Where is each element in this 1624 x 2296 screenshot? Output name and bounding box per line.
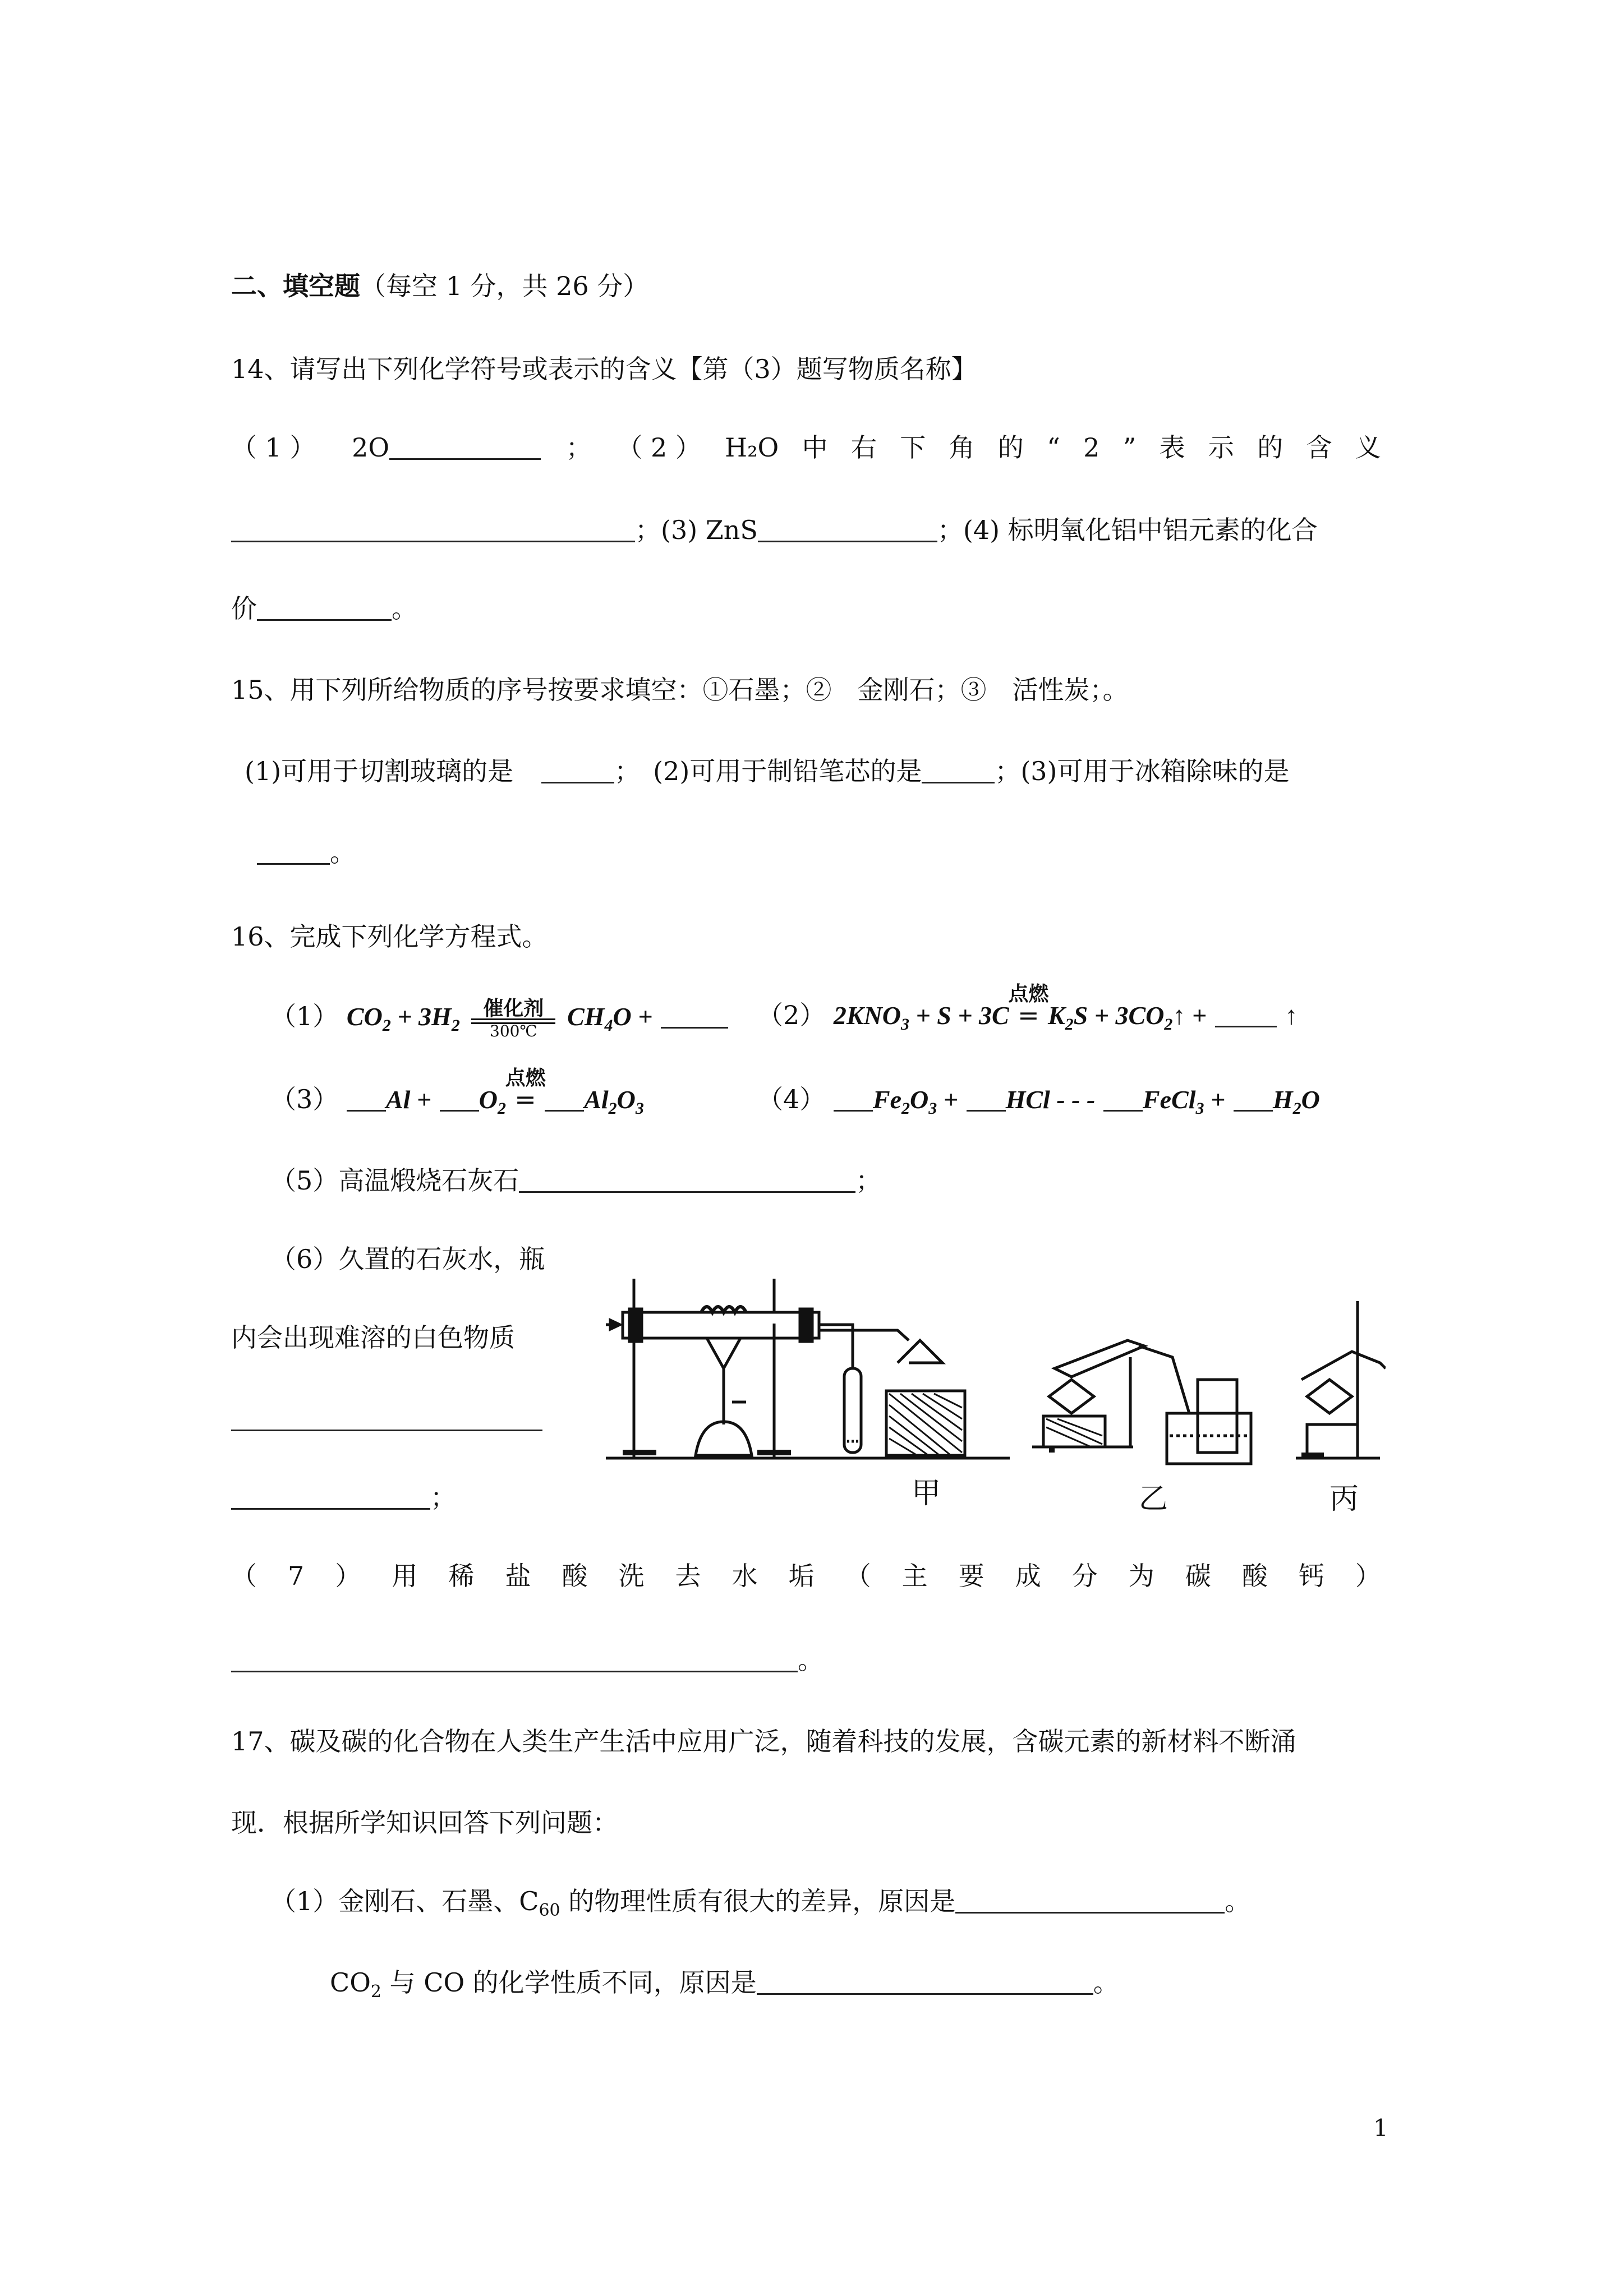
q16-eq3-blank-2[interactable] — [440, 1085, 479, 1112]
q16-p7-token: 水 — [732, 1561, 758, 1591]
q16-p7-token: 稀 — [448, 1561, 475, 1591]
q16-eq4-blank-3[interactable] — [1103, 1085, 1143, 1112]
q16-eq2-blank[interactable] — [1215, 1001, 1277, 1027]
q16-p6-blank-1[interactable] — [231, 1405, 542, 1431]
q14-p2-token: 角 — [949, 432, 975, 463]
q16-eq4-blank-4[interactable] — [1234, 1085, 1273, 1112]
q15-stem: 15、用下列所给物质的序号按要求填空：①石墨；② 金刚石；③ 活性炭；。 — [231, 675, 1129, 705]
q15-line2: 。 — [257, 836, 356, 869]
q16-p5-blank[interactable] — [519, 1167, 855, 1193]
q14-p2-token: 右 — [850, 432, 877, 463]
q14-p2-token: 的 — [1257, 432, 1283, 463]
q16-p6-line4: ； — [231, 1481, 456, 1514]
q16-p7-token: 为 — [1128, 1561, 1154, 1591]
q14-stem: 14、请写出下列化学符号或表示的含义【第（3）题写物质名称】 — [231, 354, 977, 384]
q16-p7-token: （ — [845, 1561, 871, 1591]
q16-p7-token: 用 — [392, 1561, 418, 1591]
q16-p6-line2: 内会出现难溶的白色物质 — [231, 1322, 515, 1353]
q16-p7-token: 主 — [901, 1561, 928, 1591]
q16-eq3-blank-1[interactable] — [347, 1085, 386, 1112]
q14-p2-token: 下 — [900, 432, 926, 463]
q16-p5: （5）高温煅烧石灰石 ； — [270, 1165, 882, 1196]
q16-eq2: （2） $2KNO_3 + S + 3C$ 点燃 = $K_2S$ + $3CO_2↑$ + ↑ — [757, 982, 1298, 1034]
q14-p2-token: H₂O — [725, 432, 779, 463]
q16-p7-token: （ — [231, 1561, 257, 1591]
page-number: 1 — [1373, 2114, 1388, 2142]
q14-blank-4[interactable] — [257, 594, 392, 621]
label-jia: 甲 — [912, 1477, 941, 1510]
q17-stem-line1: 17、碳及碳的化合物在人类生产生活中应用广泛，随着科技的发展，含碳元素的新材料不断涌 — [231, 1726, 1296, 1756]
q16-p7-token: 盐 — [505, 1561, 531, 1591]
q16-p7-token: 碳 — [1185, 1561, 1211, 1591]
q16-p7-line2: 。 — [231, 1643, 823, 1677]
label-bing: 丙 — [1329, 1482, 1359, 1516]
q16-eq4-blank-2[interactable] — [967, 1085, 1006, 1112]
q14-line2: ；(3) ZnS ；(4) 标明氧化铝中铝元素的化合 — [231, 513, 1318, 547]
q16-p6-line1: （6）久置的石灰水，瓶 — [270, 1244, 545, 1274]
q14-p2-token: 表 — [1159, 432, 1185, 463]
q16-p7-token: 成 — [1015, 1561, 1041, 1591]
section-title: 二、填空题（每空 1 分，共 26 分） — [231, 271, 649, 301]
q16-p7-token: ） — [1355, 1561, 1381, 1591]
q17-stem-line2: 现．根据所学知识回答下列问题： — [231, 1808, 618, 1838]
q14-p2-token: 含 — [1306, 432, 1332, 463]
q14-p2-token: 中 — [802, 432, 828, 463]
q16-eq3: （3） $Al + O_2$ 点燃 = $Al_2O_3$ — [270, 1066, 644, 1118]
q16-p7-token: 垢 — [788, 1561, 815, 1591]
q14-p2-token: ” — [1122, 432, 1137, 463]
apparatus-yi — [1032, 1340, 1251, 1464]
q14-p2-token: 的 — [997, 432, 1024, 463]
q17-p1: （1）金刚石、石墨、$C_{60}$ 的物理性质有很大的差异，原因是 。 — [270, 1886, 1251, 1920]
q14-p2-token: 义 — [1355, 432, 1381, 463]
apparatus-bing — [1296, 1301, 1386, 1458]
q16-p7-token: 要 — [958, 1561, 984, 1591]
q16-p6-line3 — [231, 1402, 542, 1436]
q16-p7-token: 酸 — [562, 1561, 588, 1591]
q16-p7-text — [231, 1559, 1381, 1593]
q16-p7-blank[interactable] — [231, 1646, 798, 1672]
q16-p7-token: ） — [335, 1561, 361, 1591]
q15-blank-1[interactable] — [541, 757, 614, 783]
q15-blank-3[interactable] — [257, 838, 330, 865]
q17-blank-2[interactable] — [757, 1968, 1093, 1995]
apparatus-diagram — [606, 1256, 1386, 1525]
q16-p7-line1 — [231, 1559, 1381, 1593]
q16-eq3-blank-3[interactable] — [545, 1085, 584, 1112]
q16-eq4: （4） $Fe_2O_3$ + HCl - - - FeCl$_3$ + $H_2O$ — [757, 1084, 1320, 1118]
q14-p2-token: “ — [1047, 432, 1060, 463]
q14-line3: 价 。 — [231, 593, 417, 624]
q16-p7-token: 洗 — [618, 1561, 645, 1591]
q14-line1: （ 1 ） 2O ； （ 2 ） H₂O 中 右 下 角 的 “ 2 ” 表 示 的 含 义 — [231, 431, 1381, 464]
q14-blank-3[interactable] — [758, 516, 937, 542]
q16-p7-token: 分 — [1071, 1561, 1098, 1591]
q16-p6-blank-2[interactable] — [231, 1483, 430, 1510]
q15-line1: (1)可用于切割玻璃的是 ； (2)可用于制铅笔芯的是 ；(3)可用于冰箱除味的是 — [245, 756, 1290, 786]
q14-p2-token: 示 — [1208, 432, 1234, 463]
q16-p7-token: 酸 — [1241, 1561, 1268, 1591]
q16-p7-token: 去 — [675, 1561, 701, 1591]
q16-stem: 16、完成下列化学方程式。 — [231, 921, 548, 952]
q17-blank-1[interactable] — [955, 1887, 1225, 1914]
q14-blank-1[interactable] — [389, 434, 541, 460]
q14-blank-2[interactable] — [231, 516, 635, 542]
q16-p7-token: 钙 — [1298, 1561, 1324, 1591]
label-yi: 乙 — [1139, 1482, 1168, 1516]
q16-eq4-blank-1[interactable] — [834, 1085, 873, 1112]
q16-eq1-blank[interactable] — [661, 1002, 728, 1029]
apparatus-jia — [606, 1279, 1010, 1458]
q15-blank-2[interactable] — [922, 757, 995, 783]
q17-p2: $CO_2$ 与 CO 的化学性质不同，原因是 。 — [330, 1967, 1119, 2002]
q16-p7-token: 7 — [288, 1561, 305, 1591]
q14-p2-text — [725, 431, 1381, 464]
q14-p2-token: 2 — [1083, 432, 1100, 463]
q16-eq1: （1） $CO_2 + 3H_2$ 催化剂 300℃ $CH_4O$ + — [270, 998, 728, 1043]
